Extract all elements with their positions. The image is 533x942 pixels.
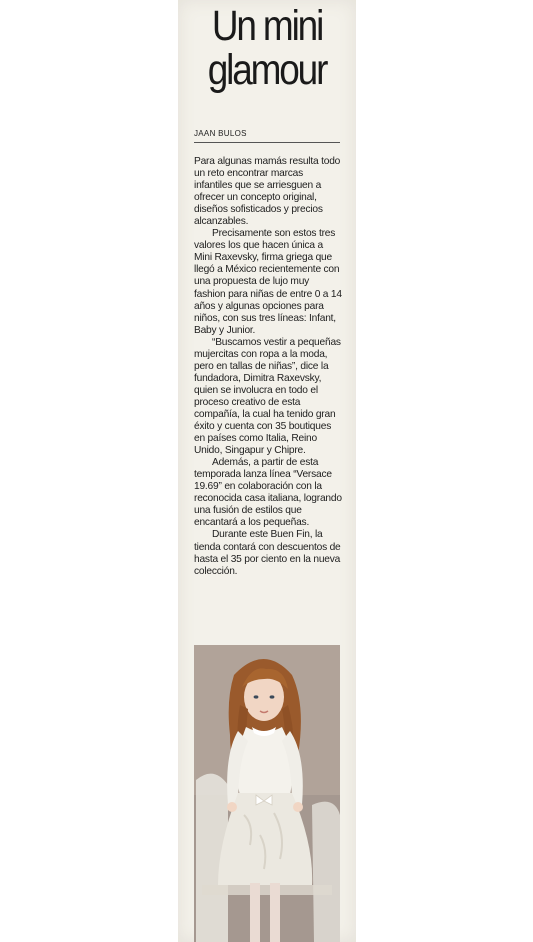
paragraph-2: Precisamente son estos tres valores los que hacen única a Mini Raxevsky, firma griega que llegó a México recientemente con una propuesta de lujo muy fashion para niñas de entre 0 a 14 años y algunas opciones para niños, con sus tres líneas: Infant, Baby y Junior.: [194, 228, 342, 336]
byline-divider: [194, 142, 340, 143]
paragraph-5: Durante este Buen Fin, la tienda contará con descuentos de hasta el 35 por ciento en la nueva colección.: [194, 529, 341, 577]
girl-photo-illustration: [194, 645, 340, 942]
article-body: [194, 156, 342, 578]
paragraph-4: Además, a partir de esta temporada lanza línea “Versace 19.69” en colaboración con la reconocida casa italiana, logrando una fusión de estilos que encantará a los pequeñas.: [194, 457, 342, 529]
paragraph-1: Para algunas mamás resulta todo un reto encontrar marcas infantiles que se arriesguen a ofrecer un concepto original, diseños sofisticados y precios alcanzables.: [194, 156, 341, 228]
byline: JAAN BULOS: [194, 129, 247, 138]
article-photo: [194, 645, 340, 942]
headline-line-1: Un mini: [211, 2, 323, 50]
headline-line-2: glamour: [207, 46, 327, 94]
headline: [190, 4, 343, 92]
paragraph-3: “Buscamos vestir a pequeñas mujercitas con ropa a la moda, pero en tallas de niñas”, dice la fundadora, Dimitra Raxevsky, quien se involucra en todo el proceso creativo de esta compañía, la cual ha tenido gran éxito y cuenta con 35 boutiques en países como Italia, Reino Unido, Singapur y Chipre.: [194, 336, 341, 457]
newspaper-clipping: [178, 0, 356, 942]
